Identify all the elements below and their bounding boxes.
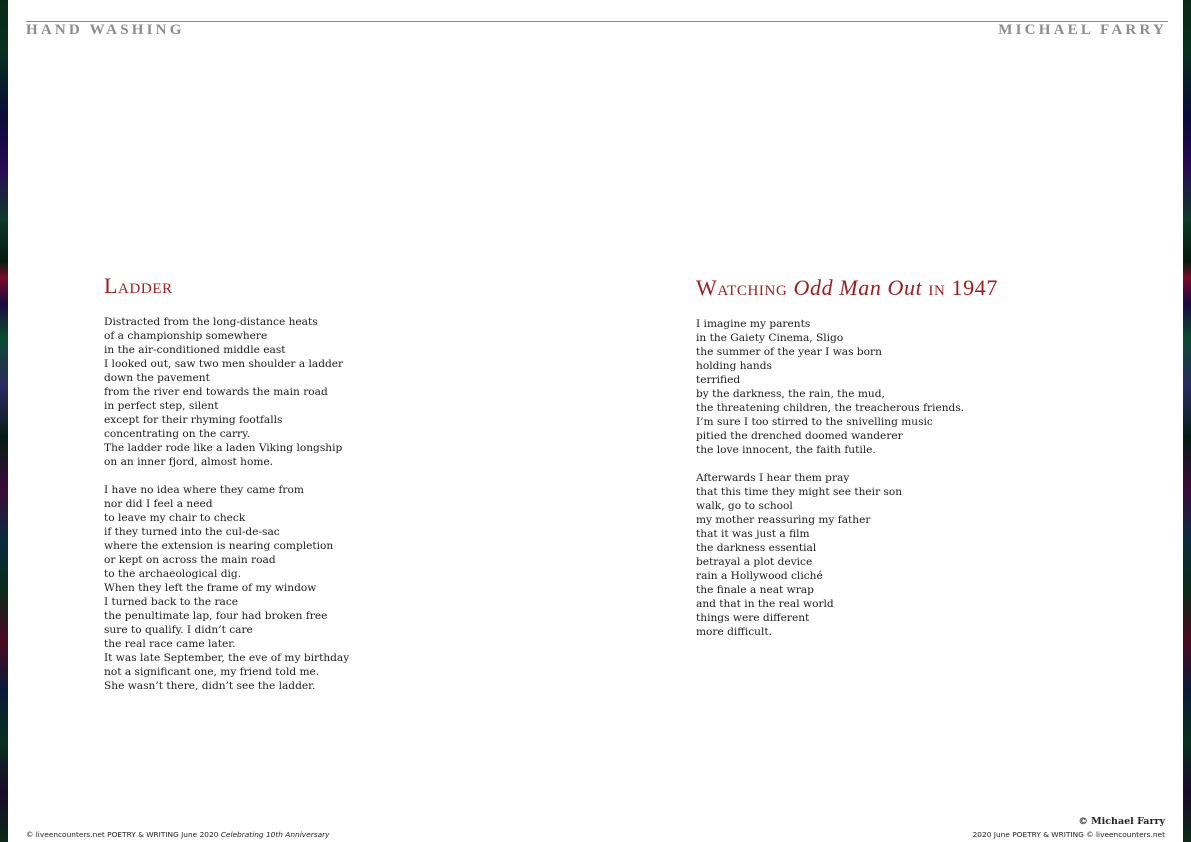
poem-line: down the pavement <box>104 372 210 384</box>
poem-line: She wasn’t there, didn’t see the ladder. <box>104 680 316 692</box>
poem-line: in the Gaiety Cinema, Sligo <box>696 332 844 344</box>
poem-line: nor did I feel a need <box>104 498 213 510</box>
stanza <box>104 315 504 469</box>
left-edge-decoration <box>0 0 8 842</box>
poem-line: not a significant one, my friend told me. <box>104 666 320 678</box>
poem-line: or kept on across the main road <box>104 554 276 566</box>
poem-line: except for their rhyming footfalls <box>104 414 283 426</box>
poem-line: I turned back to the race <box>104 596 239 608</box>
stanza <box>696 471 1096 639</box>
footer-left-anniversary: Celebrating 10th Anniversary <box>220 830 330 839</box>
poem-line: the summer of the year I was born <box>696 346 882 358</box>
poem-line: to the archaeological dig. <box>104 568 242 580</box>
title-prefix: Watching <box>696 275 794 300</box>
poem-line: When they left the frame of my window <box>104 582 317 594</box>
stanza <box>696 317 1096 457</box>
poem-line: I looked out, saw two men shoulder a ladder <box>104 358 344 370</box>
poem-ladder <box>104 315 504 707</box>
poem-watching-odd-man-out <box>696 317 1096 653</box>
poem-line: that it was just a film <box>696 528 810 540</box>
poem-line: more difficult. <box>696 626 772 638</box>
poem-line: Distracted from the long-distance heats <box>104 316 318 328</box>
footer-left-text: © liveencounters.net POETRY & WRITING June 2020 <box>26 830 221 839</box>
poem-line: by the darkness, the rain, the mud, <box>696 388 885 400</box>
poem-line: to leave my chair to check <box>104 512 246 524</box>
title-suffix: in 1947 <box>922 275 998 300</box>
author-copyright: © Michael Farry <box>1078 816 1165 827</box>
poem-line: that this time they might see their son <box>696 486 903 498</box>
poem-line: terrified <box>696 374 741 386</box>
poem-line: the real race came later. <box>104 638 236 650</box>
header-rule <box>26 21 1168 22</box>
poem-line: concentrating on the carry. <box>104 428 251 440</box>
poem-title-ladder: Ladder <box>104 273 173 298</box>
poem-line: pitied the drenched doomed wanderer <box>696 430 903 442</box>
poem-line: It was late September, the eve of my birthday <box>104 652 350 664</box>
poem-line: holding hands <box>696 360 772 372</box>
poem-line: rain a Hollywood cliché <box>696 570 823 582</box>
poem-line: I’m sure I too stirred to the snivelling music <box>696 416 933 428</box>
poem-line: in the air-conditioned middle east <box>104 344 286 356</box>
poem-line: of a championship somewhere <box>104 330 268 342</box>
footer-right: 2020 June POETRY & WRITING © liveencounters.net <box>972 830 1165 839</box>
poem-line: betrayal a plot device <box>696 556 813 568</box>
poem-line: I imagine my parents <box>696 318 811 330</box>
stanza <box>104 483 504 693</box>
poem-line: from the river end towards the main road <box>104 386 328 398</box>
poem-line: the darkness essential <box>696 542 817 554</box>
poem-line: walk, go to school <box>696 500 793 512</box>
running-head-left: HAND WASHING <box>26 22 185 38</box>
poem-line: and that in the real world <box>696 598 834 610</box>
poem-line: The ladder rode like a laden Viking longship <box>104 442 343 454</box>
poem-line: where the extension is nearing completion <box>104 540 334 552</box>
poem-title-watching-odd-man-out <box>696 275 998 301</box>
poem-line: on an inner fjord, almost home. <box>104 456 274 468</box>
title-film-name: Odd Man Out <box>793 275 923 300</box>
right-edge-decoration <box>1183 0 1191 842</box>
poem-line: I have no idea where they came from <box>104 484 304 496</box>
poem-line: Afterwards I hear them pray <box>696 472 850 484</box>
poem-line: if they turned into the cul-de-sac <box>104 526 280 538</box>
running-head-right: MICHAEL FARRY <box>998 22 1167 38</box>
poem-line: my mother reassuring my father <box>696 514 871 526</box>
poem-line: the love innocent, the faith futile. <box>696 444 876 456</box>
poem-line: the penultimate lap, four had broken free <box>104 610 328 622</box>
poem-line: sure to qualify. I didn’t care <box>104 624 253 636</box>
poem-line: the threatening children, the treacherous friends. <box>696 402 965 414</box>
poem-line: the finale a neat wrap <box>696 584 814 596</box>
poem-line: in perfect step, silent <box>104 400 219 412</box>
footer-left <box>26 830 330 839</box>
poem-line: things were different <box>696 612 810 624</box>
